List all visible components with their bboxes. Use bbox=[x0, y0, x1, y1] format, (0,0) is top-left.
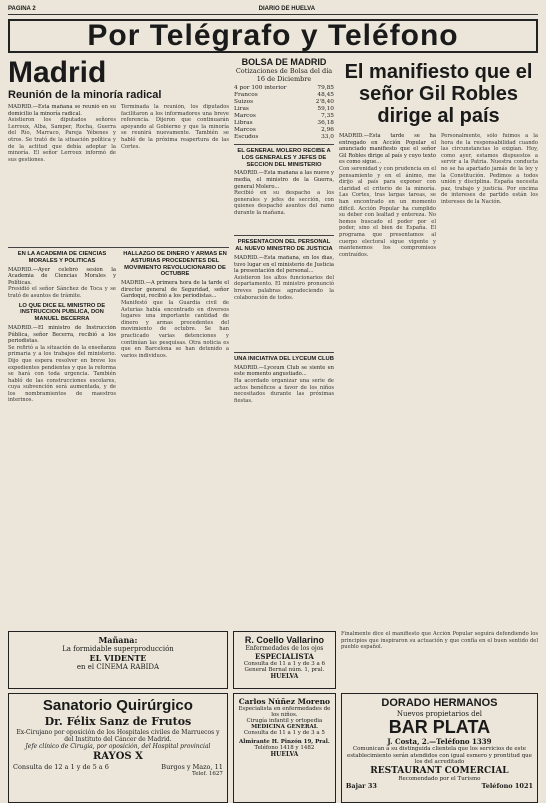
nunez-specialty: Especialista en enfermedades de los niños. bbox=[238, 706, 331, 718]
nunez-ad bbox=[233, 693, 336, 803]
hallazgo-heading: HALLAZGO DE DINERO Y ARMAS EN ASTURIAS PROCEDENTES DEL MOVIMIENTO REVOLUCIONARIO DE OCTUBRE bbox=[123, 251, 227, 278]
bolsa-table bbox=[234, 85, 334, 141]
academia-text: MADRID.—Ayer celebró sesión la Academia de Ciencias Morales y Políticas. bbox=[8, 266, 116, 286]
bolsa-row: Marcos 2,96 bbox=[234, 127, 334, 133]
nunez-line: Cirugía infantil y ortopedia bbox=[246, 718, 323, 724]
sanatorio-name: Sanatorio Quirúrgico bbox=[42, 697, 193, 714]
bar-plata-ad bbox=[341, 693, 538, 803]
manifiesto-text: MADRID.—Esta tarde se ha entregado en Acción Popular el anunciado manifiesto que el señor Gil Robles dirige al país y cuyo texto es como sigue... bbox=[339, 133, 436, 166]
page-number: PAGINA 2 bbox=[8, 6, 36, 12]
bolsa-heading: BOLSA DE MADRID bbox=[241, 57, 327, 67]
madrid-lead: MADRID.—Esta mañana se reunió en su domicilio la minoría radical. bbox=[8, 104, 116, 117]
bar-address: J. Costa, 2.—Teléfono 1339 bbox=[387, 737, 492, 746]
sanatorio-address: Burgos y Mazo, 11 bbox=[161, 763, 223, 771]
manana-text: La formidable superproducción bbox=[62, 645, 174, 653]
vallarino-hours: Consulta de 11 a 1 y de 3 a 6 bbox=[243, 661, 325, 667]
sanatorio-line2: Jefe clínico de Cirugía, por oposición, del Hospital provincial bbox=[25, 743, 211, 750]
manana-label: Mañana: bbox=[98, 635, 138, 645]
vallarino-ad bbox=[233, 631, 336, 689]
sanatorio-phone: Telef. 1627 bbox=[192, 771, 223, 777]
manana-ad bbox=[8, 631, 228, 689]
sanatorio-doctor: Dr. Félix Sanz de Frutos bbox=[44, 715, 192, 728]
ministro-heading: LO QUE DICE EL MINISTRO DE INSTRUCCION PUBLICA, DON MANUEL BECERRA bbox=[18, 302, 106, 323]
madrid-subheading: Reunión de la minoría radical bbox=[8, 89, 162, 101]
bar-text: Comunican a su distinguida clientela que los servicios de este establecimiento serán atendidos con igual esmero y prontitud que los del acreditado bbox=[346, 746, 532, 765]
bar-top: DORADO HERMANOS bbox=[381, 697, 498, 709]
madrid-heading: Madrid bbox=[8, 56, 107, 89]
vallarino-city: HUELVA bbox=[270, 673, 299, 680]
newspaper-page: PAGINA 2 DIARIO DE HUELVA Por Telégrafo y Teléfono Madrid Reunión de la minoría radical MADRID.—Esta mañana se reunió en su domicilio la minoría radical. Asistieron los diputados señores Lerroux, Alba, Samper, Rocha, Guerra del Río, Marraco, Pareja Yébenes y otros. Se trató de la situación política y de la actitud que debía adoptar la minoría. El señor Lerroux informó de sus gestiones. Terminada la reunión, los diputados facilitaron a los informadores una breve referencia. Dijeron que continuarán apoyando al Gobierno y que la minoría se reunirá nuevamente. También se habló de la próxima reapertura de las Cortes. EN LA ACADEMIA DE CIENCIAS MORALES Y POLITICAS MADRID.—Ayer celebró sesión la Academia de Ciencias Morales y Políticas. Presidió el señor Sánchez de Toca y se trató de asuntos de trámite. LO QUE DICE EL MINISTRO DE INSTRUCCION PUBLICA, DON MANUEL BECERRA MADRID.—El ministro de Instrucción Pública, señor Becerra, recibió a los periodistas. Se refirió a la situación de la enseñanza primaria y a los trabajos del ministerio. Dijo que espera resolver en breve los expedientes pendientes y que la reforma se hará con toda urgencia. También habló de las construcciones escolares, cuya subvención será aumentada, y de los nombramientos de maestros interinos. HALLAZGO DE DINERO Y ARMAS EN ASTURIAS PROCEDENTES DEL MOVIMIENTO REVOLUCIONARIO DE OCTUBRE MADRID.—A primera hora de la tarde el director general de Seguridad, señor Gardoqui, recibió a los periodistas... Manifestó que la Guardia civil de Asturias había encontrado en diversos lugares una importante cantidad de dinero y armas procedentes del movimiento de octubre. Se han practicado varias detenciones y continúan las pesquisas. Otra noticia es que en Barcelona se han detenido a varios individuos. BOLSA DE MADRID Cotizaciones de Bolsa del día 16 de Diciembre 4 por 100 interior 79,85 Francos 48,45 Suizos 2'8,40 Liras 59,10 Marcos 7,35 Libras 36,18 Marcos 2,96 Escudos 33,0 EL GENERAL MOLERO RECIBE A LOS GENERALES Y JEFES DE SECCION DEL MINISTERIO MADRID.—Esta mañana a las nueve y media, el ministro de la Guerra, general Molero... Recibió en su despacho a los generales y jefes de sección, con quienes despachó asuntos del ramo durante la mañana. PRESENTACION DEL PERSONAL AL NUEVO MINISTRO DE JUSTICIA MADRID.—Esta mañana, en los días, tuvo lugar en el ministerio de Justicia la presentación del personal... Asistieron los altos funcionarios del departamento. El ministro pronunció breves palabras agradeciendo la colaboración de todos. UNA INICIATIVA DEL LYCEUM CLUB MADRID.—Lyceum Club se siente en este momento angustiado... Ha acordado organizar una serie de actos benéficos a favor de los niños necesitados durante las próximas fiestas. El manifiesto que el señor Gil Robles dirige al país MADRID.—Esta tarde se ha entregado en Acción Popular el anunciado manifiesto que el señor Gil Robles dirige al país y cuyo texto es como sigue... Con serenidad y con prudencia en el pensamiento y en el ánimo, me dirijo al país para exponer con claridad el criterio de la minoría. Las Cortes, tras largas tareas, se han encontrado en un momento difícil. Acción Popular ha cumplido su deber con lealtad y entereza. No hemos buscado el poder por el poder, sino el bien de España. El programa que presentamos al cuerpo electoral sigue vigente y mantenemos los compromisos contraídos. Personalmente, sólo fuimos a la hora de la responsabilidad cuando las circunstancias lo exigían. Hoy, como ayer, estamos dispuestos a servir a la Patria. Nuestra conducta no se ha apartado jamás de la ley y la Constitución. Pedimos a todos unión y disciplina. España necesita paz, trabajo y justicia. Por encima de intereses de partido están los intereses de la Nación. Mañana: La formidable superproducción EL VIDENTE en el CINEMA RABIDA R. Coello Vallarino Enfermedades de los ojos ESPECIALISTA Consulta de 11 a 1 y de 3 a 6 General Bernal núm. 1, pral. HUELVA Finalmente dice el manifiesto que Acción Popular seguirá defendiendo los principios que inspiraron su actuación y que confía en el buen sentido del pueblo español. Sanatorio Quirúrgico Dr. Félix Sanz de Frutos Ex-Cirujano por oposición de los Hospitales civiles de Marruecos y del Instituto del Cáncer de Madrid. Jefe clínico de Cirugía, por oposición, del Hospital provincial RAYOS X Consulta de 12 a 1 y de 5 a 6 Burgos y Mazo, 11 Telef. 1627 Carlos Núñez Moreno Especialista en enfermedades de los niños. Cirugía infantil y ortopedia MEDICINA GENERAL Consulta de 11 a 1 y de 3 a 5 Almirante H. Pinzón 19, Pral. Teléfono 1418 y 1482 HUELVA DORADO HERMANOS Nuevos propietarios del BAR PLATA J. Costa, 2.—Teléfono 1339 Comunican a su distinguida clientela que los servicios de este establecimiento serán atendidos con igual esmero y prontitud que los del acreditado RESTAURANT COMERCIAL Recomendado por el Turismo Bajar 33 Teléfono 1021 bbox=[0, 0, 546, 800]
sanatorio-hours: Consulta de 12 a 1 y de 5 a 6 bbox=[13, 763, 109, 771]
molero-text: MADRID.—Esta mañana a las nueve y media, el ministro de la Guerra, general Molero... bbox=[234, 170, 334, 190]
bolsa-row: Suizos 2'8,40 bbox=[234, 99, 334, 105]
ministro-text: MADRID.—El ministro de Instrucción Pública, señor Becerra, recibió a los periodistas. bbox=[8, 324, 116, 345]
bolsa-row: Liras 59,10 bbox=[234, 106, 334, 112]
presentacion-text: MADRID.—Esta mañana, en los días, tuvo lugar en el ministerio de Justicia la presentación del personal... bbox=[234, 254, 334, 275]
bolsa-row: Libras 36,18 bbox=[234, 120, 334, 126]
academia-heading: EN LA ACADEMIA DE CIENCIAS MORALES Y POLITICAS bbox=[17, 251, 107, 264]
molero-heading: EL GENERAL MOLERO RECIBE A LOS GENERALES Y JEFES DE SECCION DEL MINISTERIO bbox=[237, 148, 331, 168]
vallarino-title: ESPECIALISTA bbox=[255, 652, 314, 661]
nunez-general: MEDICINA GENERAL bbox=[251, 724, 318, 730]
manana-film: EL VIDENTE bbox=[89, 653, 147, 663]
nunez-name: Carlos Núñez Moreno bbox=[238, 697, 331, 706]
banner-title: Por Telégrafo y Teléfono bbox=[87, 19, 459, 52]
bar-name: BAR PLATA bbox=[388, 717, 491, 737]
bar-sub: Nuevos propietarios del bbox=[396, 710, 483, 718]
bolsa-subheading: Cotizaciones de Bolsa del día 16 de Diciembre bbox=[235, 67, 333, 83]
bolsa-row: Marcos 7,35 bbox=[234, 113, 334, 119]
bar-right: Teléfono 1021 bbox=[481, 781, 533, 790]
lyceum-heading: UNA INICIATIVA DEL LYCEUM CLUB bbox=[234, 355, 334, 362]
bar-rec: Recomendado por el Turismo bbox=[398, 775, 481, 782]
nunez-hours: Consulta de 11 a 1 y de 3 a 5 bbox=[243, 730, 325, 736]
sanatorio-ad bbox=[8, 693, 228, 803]
sanatorio-line1: Ex-Cirujano por oposición de los Hospitales civiles de Marruecos y del Instituto del Cáncer de Madrid. bbox=[16, 729, 220, 743]
manana-cinema: en el CINEMA RABIDA bbox=[76, 663, 160, 671]
sanatorio-rayos: RAYOS X bbox=[92, 751, 143, 762]
bar-restaurant: RESTAURANT COMERCIAL bbox=[370, 765, 509, 776]
bolsa-row: 4 por 100 interior 79,85 bbox=[234, 85, 334, 91]
bar-left: Bajar 33 bbox=[345, 781, 377, 790]
bolsa-row: Escudos 33,0 bbox=[234, 134, 334, 140]
nunez-address: Almirante H. Pinzón 19, Pral. bbox=[239, 739, 330, 745]
vallarino-name: R. Coello Vallarino bbox=[244, 635, 324, 645]
masthead bbox=[8, 6, 538, 15]
lyceum-text: MADRID.—Lyceum Club se siente en este momento angustiado... bbox=[234, 364, 334, 378]
presentacion-heading: PRESENTACION DEL PERSONAL AL NUEVO MINISTRO DE JUSTICIA bbox=[235, 239, 333, 253]
vallarino-specialty: Enfermedades de los ojos bbox=[245, 645, 324, 652]
section-banner bbox=[8, 19, 538, 53]
nunez-city: HUELVA bbox=[270, 751, 299, 758]
bolsa-row: Francos 48,45 bbox=[234, 92, 334, 98]
manifiesto-title: El manifiesto que el señor Gil Robles dirige al país bbox=[344, 61, 533, 127]
nunez-phone: Teléfono 1418 y 1482 bbox=[254, 745, 315, 751]
paper-name: DIARIO DE HUELVA bbox=[258, 6, 316, 12]
hallazgo-text: MADRID.—A primera hora de la tarde el director general de Seguridad, señor Gardoqui, recibió a los periodistas... bbox=[121, 280, 229, 300]
vallarino-address: General Bernal núm. 1, pral. bbox=[244, 667, 325, 673]
